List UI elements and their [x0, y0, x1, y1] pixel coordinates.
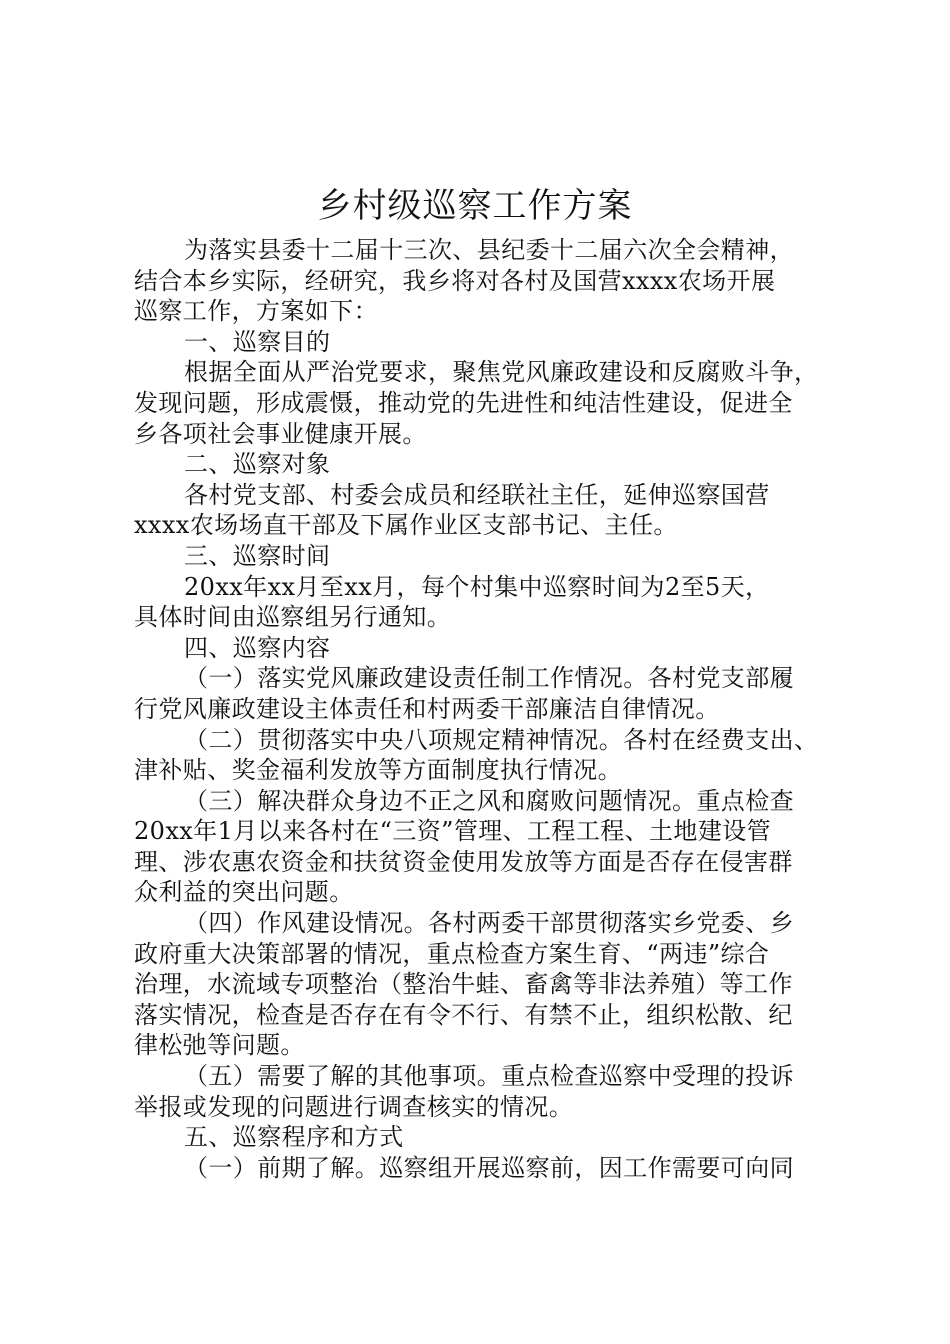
text-line: 具体时间由巡察组另行通知。 [134, 603, 452, 632]
text-line: 巡察工作，方案如下： [134, 297, 378, 326]
text-line: 众利益的突出问题。 [134, 878, 354, 907]
text-line: 各村党支部、村委会成员和经联社主任，延伸巡察国营 [184, 480, 770, 509]
text-line: 20xx年1月以来各村在“三资”管理、工程工程、土地建设管 [134, 817, 772, 846]
document-title: 乡村级巡察工作方案 [317, 186, 633, 226]
text-line: 三、巡察时间 [184, 541, 331, 570]
text-line: 为落实县委十二届十三次、县纪委十二届六次全会精神， [184, 236, 794, 264]
text-line: 五、巡察程序和方式 [184, 1123, 404, 1152]
text-line: 结合本乡实际，经研究，我乡将对各村及国营xxxx农场开展 [134, 266, 776, 295]
text-line: 一、巡察目的 [184, 327, 331, 356]
text-line: 举报或发现的问题进行调查核实的情况。 [134, 1092, 574, 1121]
text-line: （一）落实党风廉政建设责任制工作情况。各村党支部履 [184, 664, 794, 693]
text-line: 四、巡察内容 [184, 633, 331, 662]
text-line: xxxx农场场直干部及下属作业区支部书记、主任。 [134, 511, 678, 540]
text-line: 津补贴、奖金福利发放等方面制度执行情况。 [134, 756, 622, 785]
text-line: 落实情况，检查是否存在有令不行、有禁不止，组织松散、纪 [134, 1000, 793, 1029]
text-line: （五）需要了解的其他事项。重点检查巡察中受理的投诉 [184, 1062, 794, 1091]
text-line: （三）解决群众身边不正之风和腐败问题情况。重点检查 [184, 786, 794, 815]
text-line: （二）贯彻落实中央八项规定精神情况。各村在经费支出、 [184, 725, 819, 754]
text-line: 政府重大决策部署的情况，重点检查方案生育、“两违”综合 [134, 939, 770, 968]
text-line: （四）作风建设情况。各村两委干部贯彻落实乡党委、乡 [184, 909, 794, 938]
text-line: 治理，水流域专项整治（整治牛蛙、畜禽等非法养殖）等工作 [134, 970, 793, 999]
text-line: 律松弛等问题。 [134, 1031, 305, 1060]
text-line: （一）前期了解。巡察组开展巡察前，因工作需要可向同 [184, 1153, 794, 1182]
text-line: 行党风廉政建设主体责任和村两委干部廉洁自律情况。 [134, 694, 720, 723]
text-line: 发现问题，形成震慑，推动党的先进性和纯洁性建设，促进全 [134, 388, 793, 417]
text-line: 二、巡察对象 [184, 450, 331, 479]
document-body [134, 235, 834, 1183]
text-line: 20xx年xx月至xx月，每个村集中巡察时间为2至5天， [184, 572, 770, 601]
text-line: 乡各项社会事业健康开展。 [134, 419, 427, 448]
text-line: 根据全面从严治党要求，聚焦党风廉政建设和反腐败斗争， [184, 358, 819, 387]
text-line: 理、涉农惠农资金和扶贫资金使用发放等方面是否存在侵害群 [134, 847, 793, 876]
